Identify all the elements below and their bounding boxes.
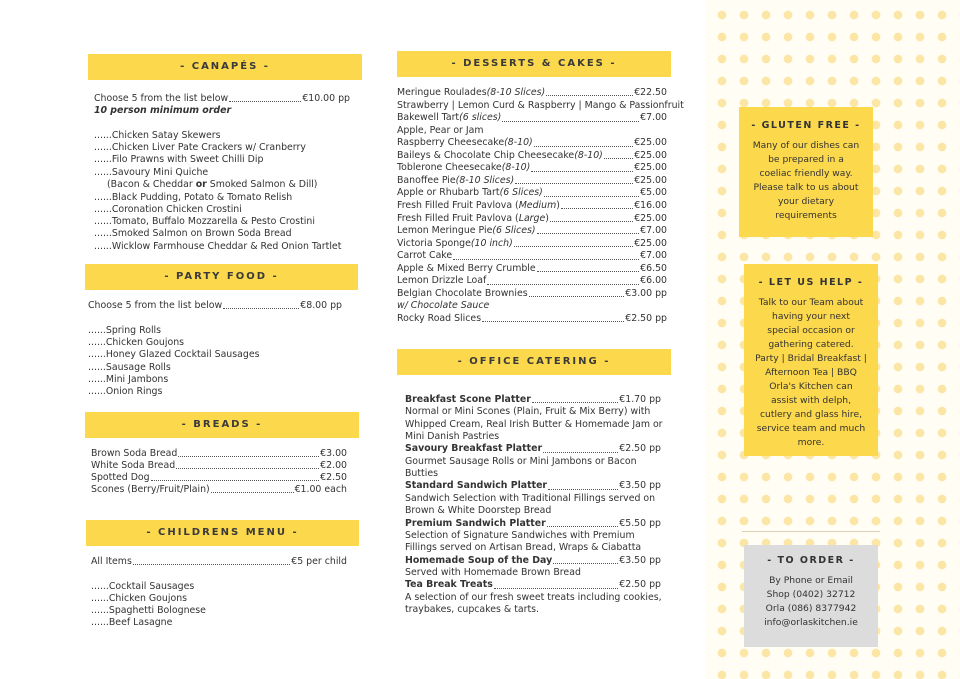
dessert-note-tail: ) bbox=[556, 199, 560, 211]
dessert-note: (6 Slices) bbox=[499, 187, 543, 199]
canapes-choose-row bbox=[94, 93, 350, 105]
canape-item-9: ......Wicklow Farmhouse Cheddar & Red Onion Tartlet bbox=[94, 241, 342, 252]
let-us-help-box bbox=[744, 264, 878, 456]
dessert-price: €25.00 bbox=[634, 237, 667, 249]
dot-leader bbox=[534, 146, 633, 147]
dot-leader bbox=[529, 296, 625, 297]
dessert-note: (8-10) bbox=[504, 137, 533, 149]
dot-leader bbox=[561, 208, 633, 209]
canapes-header: - CANAPÉS - bbox=[88, 54, 362, 80]
help-line: cutlery and glass hire, bbox=[759, 409, 863, 420]
dessert-price: €7.00 bbox=[640, 250, 667, 262]
party-item-1: ......Spring Rolls bbox=[88, 325, 162, 336]
party-item-3: ......Honey Glazed Cocktail Sausages bbox=[88, 349, 260, 360]
gluten-free-box bbox=[739, 107, 873, 237]
office-item-row bbox=[405, 443, 661, 455]
dessert-row bbox=[397, 187, 667, 199]
gluten-free-line: requirements bbox=[775, 210, 837, 221]
bread-price: €3.00 bbox=[320, 448, 347, 459]
dessert-name: Apple & Mixed Berry Crumble bbox=[397, 262, 536, 274]
office-item-name: Homemade Soup of the Day bbox=[405, 554, 553, 566]
help-line: special occasion or bbox=[767, 325, 855, 336]
gluten-free-title: - GLUTEN FREE - bbox=[751, 120, 861, 131]
dessert-row bbox=[397, 225, 667, 237]
gluten-free-text bbox=[739, 139, 873, 223]
dot-leader bbox=[543, 452, 618, 453]
dessert-note: (6 Slices) bbox=[492, 225, 536, 237]
dot-leader bbox=[553, 563, 618, 564]
dessert-name: Raspberry Cheesecake bbox=[397, 137, 505, 149]
canape-quiche-options bbox=[107, 179, 317, 191]
office-item-name: Tea Break Treats bbox=[405, 579, 493, 591]
dessert-row bbox=[397, 162, 667, 174]
quiche-option-a: (Bacon & Cheddar bbox=[107, 179, 196, 190]
dessert-name: Apple or Rhubarb Tart bbox=[397, 187, 500, 199]
party-food-price: €8.00 pp bbox=[300, 300, 342, 311]
party-item-2: ......Chicken Goujons bbox=[88, 337, 185, 348]
dot-leader bbox=[532, 402, 618, 403]
party-food-choose-row bbox=[88, 300, 342, 312]
dessert-price: €25.00 bbox=[634, 137, 667, 149]
office-item-description: Served with Homemade Brown Bread bbox=[405, 566, 581, 578]
dessert-name: Rocky Road Slices bbox=[397, 312, 482, 324]
office-item-description: Mini Danish Pastries bbox=[405, 431, 500, 443]
gluten-free-line: coeliac friendly way. bbox=[759, 168, 853, 179]
dessert-name: Apple, Pear or Jam bbox=[397, 124, 484, 136]
dessert-row bbox=[397, 200, 667, 212]
office-item-description: Gourmet Sausage Rolls or Mini Jambons or Bacon bbox=[405, 455, 637, 467]
dessert-note: (8-10) bbox=[501, 162, 531, 174]
office-item-row bbox=[405, 555, 661, 567]
office-item-price: €1.70 pp bbox=[619, 394, 661, 405]
party-food-choose-label: Choose 5 from the list below bbox=[88, 300, 223, 311]
office-item-name: Savoury Breakfast Platter bbox=[405, 443, 543, 455]
order-email-link[interactable]: info@orlaskitchen.ie bbox=[764, 617, 858, 628]
dessert-row bbox=[397, 213, 667, 225]
dessert-row bbox=[397, 313, 667, 325]
breads-header: - BREADS - bbox=[85, 412, 359, 438]
dessert-row bbox=[397, 238, 667, 250]
office-item-name: Breakfast Scone Platter bbox=[405, 394, 531, 405]
childrens-item-2: ......Chicken Goujons bbox=[91, 593, 188, 604]
dessert-name: Meringue Roulades bbox=[397, 87, 487, 98]
dot-leader bbox=[502, 121, 639, 122]
dot-leader bbox=[547, 526, 619, 527]
dessert-row bbox=[397, 275, 667, 287]
dessert-name: Banoffee Pie bbox=[397, 174, 456, 186]
childrens-item-4: ......Beef Lasagne bbox=[91, 617, 173, 628]
bread-price: €1.00 each bbox=[294, 484, 347, 495]
dessert-note: (6 slices) bbox=[459, 112, 502, 124]
canapes-minimum-note: 10 person minimum order bbox=[94, 105, 232, 116]
office-item-description: Whipped Cream, Real Irish Butter & Homemade Jam or bbox=[405, 418, 663, 430]
dessert-price: €22.50 bbox=[634, 87, 667, 98]
dot-leader bbox=[482, 321, 624, 322]
bread-row-3 bbox=[91, 472, 347, 484]
canape-item-4: ......Savoury Mini Quiche bbox=[94, 167, 209, 178]
dessert-price: €25.00 bbox=[634, 149, 667, 161]
dessert-price: €25.00 bbox=[634, 174, 667, 186]
dot-leader bbox=[546, 95, 633, 96]
gluten-free-line: Please talk to us about bbox=[753, 182, 859, 193]
quiche-option-b: Smoked Salmon & Dill) bbox=[206, 179, 318, 190]
let-us-help-title: - LET US HELP - bbox=[758, 277, 864, 288]
help-line: more. bbox=[797, 437, 825, 448]
dessert-name: Belgian Chocolate Brownies bbox=[397, 287, 528, 299]
canape-item-6: ......Coronation Chicken Crostini bbox=[94, 204, 242, 215]
office-item-row bbox=[405, 394, 661, 406]
dessert-price: €25.00 bbox=[634, 162, 667, 174]
dessert-name: Carrot Cake bbox=[397, 250, 453, 262]
party-item-4: ......Sausage Rolls bbox=[88, 362, 171, 373]
help-line: Orla's Kitchen can bbox=[769, 381, 853, 392]
dessert-price: €2.50 pp bbox=[625, 312, 667, 324]
office-item-description: A selection of our fresh sweet treats including cookies, bbox=[405, 591, 662, 603]
desserts-header: - DESSERTS & CAKES - bbox=[397, 51, 671, 77]
party-item-6: ......Onion Rings bbox=[88, 386, 163, 397]
order-line: By Phone or Email bbox=[769, 575, 853, 586]
childrens-all-items-label: All Items bbox=[91, 556, 132, 567]
dessert-price: €16.00 bbox=[634, 199, 667, 211]
gluten-free-line: your dietary bbox=[777, 196, 835, 207]
help-line: Afternoon Tea | BBQ bbox=[765, 367, 857, 378]
help-line: gathering catered. bbox=[768, 339, 854, 350]
dessert-price: €25.00 bbox=[634, 212, 667, 224]
office-item-description: Brown & White Doorstep Bread bbox=[405, 505, 552, 517]
help-line: service team and much bbox=[756, 423, 866, 434]
office-item-row bbox=[405, 579, 661, 591]
dessert-row bbox=[397, 300, 489, 312]
dessert-row bbox=[397, 87, 667, 99]
office-catering-header: - OFFICE CATERING - bbox=[397, 349, 671, 375]
dessert-row bbox=[397, 263, 667, 275]
childrens-item-3: ......Spaghetti Bolognese bbox=[91, 605, 206, 616]
office-item-description: Fillings served on Artisan Bread, Wraps & Ciabatta bbox=[405, 542, 642, 554]
canape-item-2: ......Chicken Liver Pate Crackers w/ Cranberry bbox=[94, 142, 306, 153]
office-item-description: Sandwich Selection with Traditional Fillings served on bbox=[405, 492, 656, 504]
office-item-price: €3.50 pp bbox=[619, 554, 661, 566]
canape-item-7: ......Tomato, Buffalo Mozzarella & Pesto Crostini bbox=[94, 216, 315, 227]
bread-name: Brown Soda Bread bbox=[91, 448, 178, 459]
office-item-name: Standard Sandwich Platter bbox=[405, 480, 548, 492]
help-line: having your next bbox=[772, 311, 850, 322]
office-item-description: Butties bbox=[405, 468, 438, 480]
dessert-note: (8-10 Slices) bbox=[455, 174, 515, 186]
dessert-row bbox=[397, 288, 667, 300]
dot-leader bbox=[531, 171, 633, 172]
dessert-price: €6.00 bbox=[640, 275, 667, 287]
office-item-price: €2.50 pp bbox=[619, 443, 661, 455]
dot-leader bbox=[550, 221, 633, 222]
childrens-item-1: ......Cocktail Sausages bbox=[91, 581, 195, 592]
bread-price: €2.00 bbox=[320, 460, 347, 471]
dessert-price: €3.00 pp bbox=[625, 287, 667, 299]
dessert-name: Fresh Filled Fruit Pavlova ( bbox=[397, 212, 519, 224]
dessert-note: (8-10) bbox=[574, 149, 603, 161]
help-line: assist with delph, bbox=[770, 395, 852, 406]
party-item-5: ......Mini Jambons bbox=[88, 374, 169, 385]
dessert-price: €6.50 bbox=[640, 262, 667, 274]
dessert-name: Toblerone Cheesecake bbox=[397, 162, 502, 174]
dessert-price: €5.00 bbox=[640, 187, 667, 199]
dessert-note-tail: ) bbox=[545, 212, 549, 224]
childrens-price: €5 per child bbox=[291, 556, 347, 567]
canape-item-5: ......Black Pudding, Potato & Tomato Relish bbox=[94, 192, 293, 203]
dessert-name: Fresh Filled Fruit Pavlova ( bbox=[397, 199, 519, 211]
childrens-all-items-row bbox=[91, 556, 347, 568]
dessert-name: Lemon Drizzle Loaf bbox=[397, 275, 487, 287]
office-item-description: Normal or Mini Scones (Plain, Fruit & Mix Berry) with bbox=[405, 406, 651, 418]
dot-leader bbox=[537, 233, 640, 234]
dot-leader bbox=[515, 183, 633, 184]
gluten-free-line: be prepared in a bbox=[768, 154, 844, 165]
dessert-row bbox=[397, 250, 667, 262]
bread-price: €2.50 bbox=[320, 472, 347, 483]
gluten-free-line: Many of our dishes can bbox=[752, 140, 860, 151]
bread-name: White Soda Bread bbox=[91, 460, 176, 471]
bread-row-1 bbox=[91, 448, 347, 460]
office-item-row bbox=[405, 480, 661, 492]
dessert-price: €7.00 bbox=[640, 225, 667, 237]
dot-leader bbox=[514, 246, 633, 247]
let-us-help-text bbox=[744, 296, 878, 450]
dessert-row bbox=[397, 175, 667, 187]
childrens-menu-header: - CHILDRENS MENU - bbox=[86, 520, 359, 546]
office-item-description: Selection of Signature Sandwiches with Premium bbox=[405, 529, 635, 541]
canape-item-8: ......Smoked Salmon on Brown Soda Bread bbox=[94, 228, 292, 239]
order-phone-shop[interactable]: Shop (0402) 32712 bbox=[766, 589, 856, 600]
dessert-row bbox=[397, 125, 484, 137]
dessert-note: Medium bbox=[518, 199, 557, 211]
help-line: Talk to our Team about bbox=[758, 297, 864, 308]
dessert-note: Large bbox=[518, 212, 546, 224]
dot-leader bbox=[487, 284, 639, 285]
to-order-title: - TO ORDER - bbox=[767, 555, 855, 566]
dessert-price: €7.00 bbox=[640, 112, 667, 124]
office-item-name: Premium Sandwich Platter bbox=[405, 517, 546, 529]
bread-row-4 bbox=[91, 484, 347, 496]
divider-line bbox=[742, 531, 880, 532]
help-line: Party | Bridal Breakfast | bbox=[755, 353, 867, 364]
dessert-row bbox=[397, 112, 667, 124]
office-item-price: €5.50 pp bbox=[619, 517, 661, 529]
office-item-price: €2.50 pp bbox=[619, 579, 661, 591]
office-item-row bbox=[405, 518, 661, 530]
dessert-name: Strawberry | Lemon Curd & Raspberry | Mango & Passionfruit bbox=[397, 99, 684, 111]
dessert-note: (8-10 Slices) bbox=[486, 87, 546, 98]
dot-leader bbox=[537, 271, 639, 272]
office-item-description: traybakes, cupcakes & tarts. bbox=[405, 603, 540, 615]
dot-leader bbox=[453, 259, 639, 260]
dessert-name: Victoria Sponge bbox=[397, 237, 471, 249]
bread-name: Scones (Berry/Fruit/Plain) bbox=[91, 484, 210, 495]
dessert-note: w/ Chocolate Sauce bbox=[397, 300, 490, 312]
order-phone-orla[interactable]: Orla (086) 8377942 bbox=[765, 603, 857, 614]
to-order-box bbox=[744, 545, 878, 647]
bread-name: Spotted Dog bbox=[91, 472, 150, 483]
dessert-row bbox=[397, 100, 684, 112]
party-food-header: - PARTY FOOD - bbox=[85, 264, 358, 290]
quiche-option-or: or bbox=[195, 179, 207, 190]
canapes-price: €10.00 pp bbox=[302, 93, 350, 104]
dot-leader bbox=[544, 196, 639, 197]
canapes-choose-label: Choose 5 from the list below bbox=[94, 93, 229, 104]
bread-row-2 bbox=[91, 460, 347, 472]
office-item-price: €3.50 pp bbox=[619, 480, 661, 492]
dessert-name: Baileys & Chocolate Chip Cheesecake bbox=[397, 149, 575, 161]
dessert-note: (10 inch) bbox=[470, 237, 513, 249]
dessert-row bbox=[397, 150, 667, 162]
dessert-row bbox=[397, 137, 667, 149]
dot-leader bbox=[548, 489, 618, 490]
to-order-text bbox=[744, 574, 878, 630]
dessert-name: Bakewell Tart bbox=[397, 112, 460, 124]
dessert-name: Lemon Meringue Pie bbox=[397, 225, 493, 237]
dot-leader bbox=[604, 158, 633, 159]
canape-item-1: ......Chicken Satay Skewers bbox=[94, 130, 221, 141]
dot-leader bbox=[494, 588, 618, 589]
canape-item-3: ......Filo Prawns with Sweet Chilli Dip bbox=[94, 154, 264, 165]
